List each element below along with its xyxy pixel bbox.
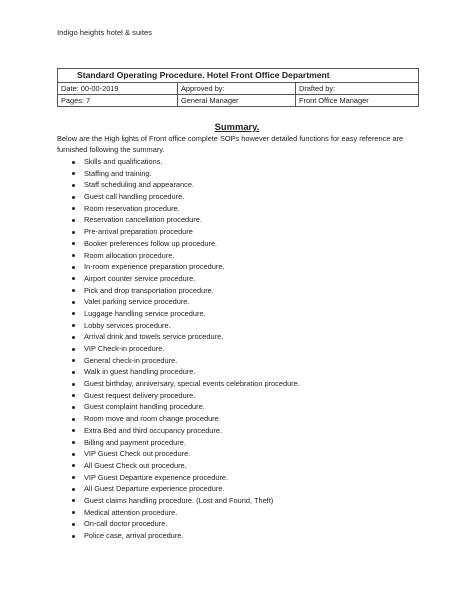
list-item-text: Room move and room change procedure. xyxy=(84,414,221,424)
bullet-icon xyxy=(72,488,75,491)
pages-cell: Pages: 7 xyxy=(58,95,178,107)
list-item-text: Airport counter service procedure. xyxy=(84,273,196,283)
bullet-icon xyxy=(72,172,75,175)
list-item xyxy=(57,320,300,332)
list-item xyxy=(57,273,300,285)
list-item xyxy=(57,226,300,238)
drafted-by-label: Drafted by: xyxy=(296,83,419,95)
list-item-text: Walk in guest handling procedure. xyxy=(84,367,196,377)
list-item-text: Arrival drink and towels service procedure. xyxy=(84,332,224,342)
list-item-text: All Guest Departure experience procedure. xyxy=(84,484,225,494)
summary-title: Summary. xyxy=(214,121,260,132)
list-item-text: Billing and payment procedure. xyxy=(84,437,186,447)
drafted-by-value: Front Office Manager xyxy=(296,95,419,107)
list-item xyxy=(57,448,300,460)
list-item xyxy=(57,425,300,437)
list-item-text: Skills and qualifications. xyxy=(84,157,163,166)
list-item xyxy=(57,530,300,542)
table-row xyxy=(58,83,419,95)
bullet-icon xyxy=(72,406,75,409)
date-cell: Date: 00-00-2019 xyxy=(58,83,178,95)
list-item-text: Booker preferences follow up procedure. xyxy=(84,238,218,248)
list-item-text: Guest claims handling procedure. (Lost and Found, Theft) xyxy=(84,495,274,505)
list-item-text: Guest call handling procedure. xyxy=(84,192,185,202)
table-row xyxy=(58,95,419,107)
list-item xyxy=(57,214,300,226)
bullet-icon xyxy=(72,535,75,538)
bullet-icon xyxy=(72,371,75,374)
list-item-text: Luggage handling service procedure. xyxy=(84,308,206,318)
bullet-icon xyxy=(72,336,75,339)
bullet-icon xyxy=(72,161,75,164)
list-item xyxy=(57,156,300,168)
approved-by-label: Approved by: xyxy=(178,83,296,95)
list-item xyxy=(57,296,300,308)
list-item-text: General check-in procedure. xyxy=(84,355,178,365)
bullet-icon xyxy=(72,324,75,327)
list-item-text: Room reservation procedure. xyxy=(84,203,180,213)
list-item xyxy=(57,437,300,449)
list-item xyxy=(57,168,300,180)
list-item xyxy=(57,250,300,262)
sop-title: Standard Operating Procedure. Hotel Front Office Department xyxy=(58,69,419,83)
list-item xyxy=(57,308,300,320)
list-item xyxy=(57,483,300,495)
list-item-text: Room allocation procedure. xyxy=(84,250,175,260)
list-item xyxy=(57,191,300,203)
bullet-icon xyxy=(72,464,75,467)
bullet-icon xyxy=(72,231,75,234)
bullet-icon xyxy=(72,476,75,479)
list-item xyxy=(57,460,300,472)
list-item-text: Extra Bed and third occupancy procedure. xyxy=(84,425,223,435)
bullet-icon xyxy=(72,523,75,526)
bullet-icon xyxy=(72,359,75,362)
approved-by-value: General Manager xyxy=(178,95,296,107)
list-item xyxy=(57,472,300,484)
list-item-text: VIP Check-in procedure. xyxy=(84,344,165,353)
list-item-text: Guest complaint handling procedure. xyxy=(84,402,205,412)
list-item-text: Reservation cancellation procedure. xyxy=(84,215,202,225)
list-item xyxy=(57,366,300,378)
list-item xyxy=(57,495,300,507)
summary-intro: Below are the High lights of Front office complete SOPs however detailed functions for easy reference are furnished following the summary. xyxy=(57,134,404,154)
list-item-text: Police case, arrival procedure. xyxy=(84,531,184,540)
list-item-text: Guest request delivery procedure. xyxy=(84,390,196,400)
list-item xyxy=(57,401,300,413)
bullet-icon xyxy=(72,394,75,397)
list-item-text: Pre-arrival preparation procedure xyxy=(84,227,193,237)
list-item-text: Lobby services procedure. xyxy=(84,320,171,330)
list-item xyxy=(57,507,300,519)
bullet-icon xyxy=(72,254,75,257)
bullet-icon xyxy=(72,499,75,502)
list-item-text: Pick and drop transportation procedure. xyxy=(84,285,214,295)
bullet-icon xyxy=(72,418,75,421)
bullet-icon xyxy=(72,441,75,444)
bullet-icon xyxy=(72,242,75,245)
bullet-icon xyxy=(72,289,75,292)
list-item-text: In-room experience preparation procedure. xyxy=(84,262,225,272)
list-item xyxy=(57,390,300,402)
list-item xyxy=(57,518,300,530)
list-item-text: Guest birthday, anniversary, special events celebration procedure. xyxy=(84,379,300,389)
list-item-text: On-call doctor procedure. xyxy=(84,519,168,529)
list-item-text: VIP Guest Check out procedure. xyxy=(84,449,191,459)
bullet-icon xyxy=(72,207,75,210)
bullet-icon xyxy=(72,196,75,199)
bullet-icon xyxy=(72,277,75,280)
bullet-icon xyxy=(72,429,75,432)
list-item xyxy=(57,203,300,215)
list-item xyxy=(57,238,300,250)
bullet-icon xyxy=(72,312,75,315)
list-item xyxy=(57,378,300,390)
hotel-name-header: Indigo heights hotel & suites xyxy=(57,28,152,37)
list-item xyxy=(57,285,300,297)
summary-list xyxy=(57,156,300,542)
list-item xyxy=(57,413,300,425)
bullet-icon xyxy=(72,301,75,304)
list-item xyxy=(57,179,300,191)
list-item xyxy=(57,355,300,367)
bullet-icon xyxy=(72,184,75,187)
sop-info-table xyxy=(57,68,419,107)
list-item-text: Medical attention procedure. xyxy=(84,507,178,517)
list-item xyxy=(57,261,300,273)
bullet-icon xyxy=(72,511,75,514)
list-item-text: VIP Guest Departure experience procedure. xyxy=(84,472,229,482)
list-item-text: Staffing and training. xyxy=(84,168,152,178)
table-title-row xyxy=(58,69,419,83)
list-item-text: Valet parking service procedure. xyxy=(84,297,190,307)
bullet-icon xyxy=(72,383,75,386)
list-item xyxy=(57,331,300,343)
list-item xyxy=(57,343,300,355)
bullet-icon xyxy=(72,219,75,222)
list-item-text: All Guest Check out procedure. xyxy=(84,460,187,470)
list-item-text: Staff scheduling and appearance. xyxy=(84,180,194,190)
bullet-icon xyxy=(72,453,75,456)
bullet-icon xyxy=(72,348,75,351)
bullet-icon xyxy=(72,266,75,269)
